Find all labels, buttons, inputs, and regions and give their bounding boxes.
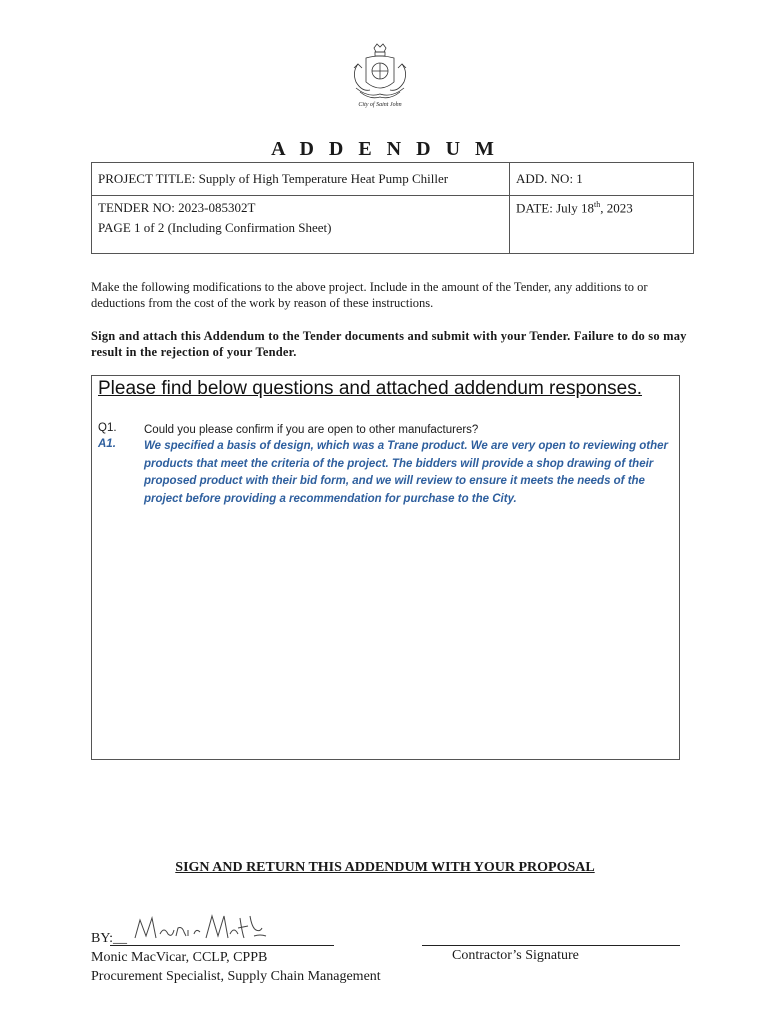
addendum-number-cell: ADD. NO: 1 (510, 163, 694, 196)
page-info-cell: PAGE 1 of 2 (Including Confirmation Sheet) (92, 220, 510, 254)
document-title: A D D E N D U M (271, 138, 499, 160)
answer-text: We specified a basis of design, which was a Trane product. We are very open to reviewing other products that meet the criteria of the project. The bidders will provide a shop drawing of their proposed product with their bid form, and we will review to ensure it meets the needs of the project before providing a recommendation for purchase to the City. (144, 440, 669, 505)
signer-name: Monic MacVicar, CCLP, CPPB (91, 950, 268, 965)
handwritten-signature (130, 908, 270, 948)
tender-number-cell: TENDER NO: 2023-085302T (92, 196, 510, 221)
sign-attach-instructions: Sign and attach this Addendum to the Tender documents and submit with your Tender. Failure to do so may result in the rejection of your Tender. (91, 329, 687, 359)
date-suffix: , 2023 (600, 200, 633, 216)
project-info-table (91, 162, 694, 254)
answer-label: A1. (98, 438, 116, 450)
date-cell (510, 196, 694, 221)
modification-instructions: Make the following modifications to the above project. Include in the amount of the Tender, any additions to or deductions from the cost of the work by reason of these instructions. (91, 280, 648, 310)
signature-line-contractor (422, 945, 680, 946)
qa-heading: Please find below questions and attached addendum responses. (98, 378, 642, 399)
empty-cell (510, 220, 694, 254)
signer-title: Procurement Specialist, Supply Chain Management (91, 969, 381, 984)
question-text: Could you please confirm if you are open to other manufacturers? (144, 424, 479, 436)
sign-return-notice: SIGN AND RETURN THIS ADDENDUM WITH YOUR PROPOSAL (175, 860, 595, 875)
contractor-signature-label: Contractor’s Signature (452, 948, 579, 963)
date-superscript: th (594, 199, 601, 209)
signature-line-city (110, 945, 334, 946)
signer-block (91, 948, 381, 986)
date-prefix: DATE: July 18 (516, 200, 594, 216)
seal-caption: City of Saint John (358, 102, 402, 108)
project-title-cell: PROJECT TITLE: Supply of High Temperature Heat Pump Chiller (92, 163, 510, 196)
question-label: Q1. (98, 422, 117, 434)
by-label: BY:__ (91, 931, 128, 946)
qa-box (91, 375, 680, 760)
